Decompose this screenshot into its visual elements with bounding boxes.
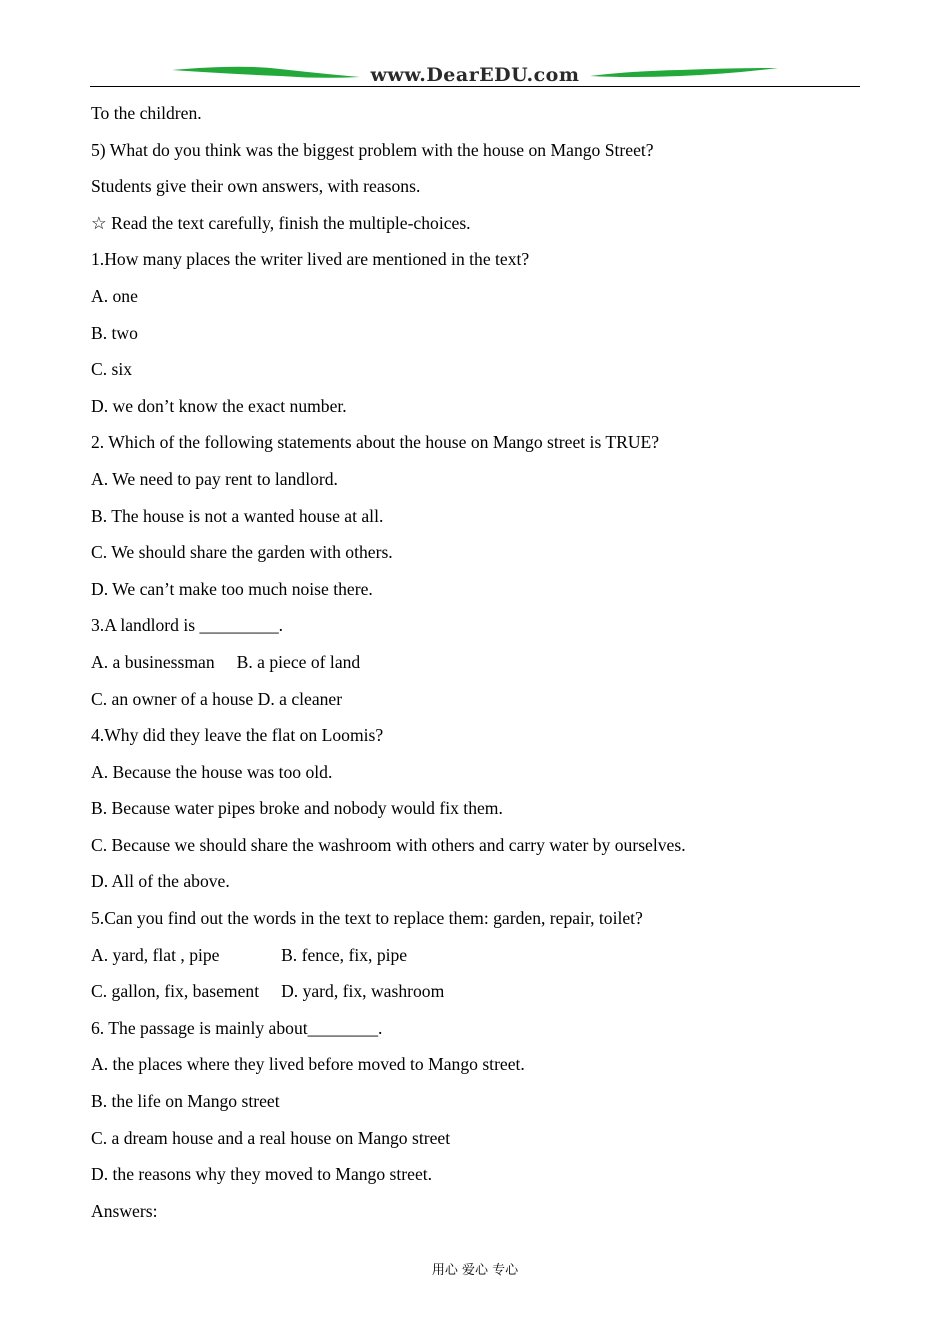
document-body <box>91 99 871 1233</box>
option-line: A. We need to pay rent to landlord. <box>91 468 338 489</box>
mc-question-6: 6. The passage is mainly about________. <box>91 1017 383 1038</box>
option-line: B. the life on Mango street <box>91 1091 280 1112</box>
option-line: C. a dream house and a real house on Mango street <box>91 1127 451 1148</box>
text-line: To the children. <box>91 103 202 123</box>
option-line: C. six <box>91 359 133 380</box>
page-header <box>90 62 860 90</box>
option-line: D. All of the above. <box>91 871 230 892</box>
option-line: A. one <box>91 285 138 306</box>
option-line: A. Because the house was too old. <box>91 761 333 782</box>
option-line: C. Because we should share the washroom with others and carry water by ourselves. <box>91 834 686 855</box>
option-line: C. We should share the garden with others. <box>91 542 393 563</box>
instruction-line: ☆ Read the text carefully, finish the multiple-choices. <box>91 212 471 233</box>
option-line: B. Because water pipes broke and nobody would fix them. <box>91 798 503 819</box>
header-divider <box>90 86 860 87</box>
site-logo-text: www.DearEDU.com <box>370 64 580 86</box>
answers-heading: Answers: <box>91 1200 158 1221</box>
mc-question-5: 5.Can you find out the words in the text to replace them: garden, repair, toilet? <box>91 908 643 929</box>
mc-question-4: 4.Why did they leave the flat on Loomis? <box>91 725 384 746</box>
text-line: Students give their own answers, with reasons. <box>91 176 421 197</box>
option-line: C. gallon, fix, basement D. yard, fix, washroom <box>91 981 445 1002</box>
option-line: D. the reasons why they moved to Mango street. <box>91 1164 433 1185</box>
option-line: D. we don’t know the exact number. <box>91 395 347 416</box>
option-line: A. the places where they lived before moved to Mango street. <box>91 1054 525 1075</box>
option-line: B. The house is not a wanted house at all. <box>91 505 384 526</box>
option-line: A. yard, flat , pipe B. fence, fix, pipe <box>91 944 408 965</box>
option-line: A. a businessman B. a piece of land <box>91 651 361 672</box>
option-line: B. two <box>91 322 138 343</box>
option-line: C. an owner of a house D. a cleaner <box>91 688 343 709</box>
question-5-prompt: 5) What do you think was the biggest problem with the house on Mango Street? <box>91 139 654 160</box>
mc-question-2: 2. Which of the following statements about the house on Mango street is TRUE? <box>91 432 660 453</box>
page-footer: 用心 爱心 专心 <box>431 1263 519 1278</box>
mc-question-3: 3.A landlord is _________. <box>91 615 284 636</box>
option-line: D. We can’t make too much noise there. <box>91 578 373 599</box>
mc-question-1: 1.How many places the writer lived are mentioned in the text? <box>91 249 530 270</box>
